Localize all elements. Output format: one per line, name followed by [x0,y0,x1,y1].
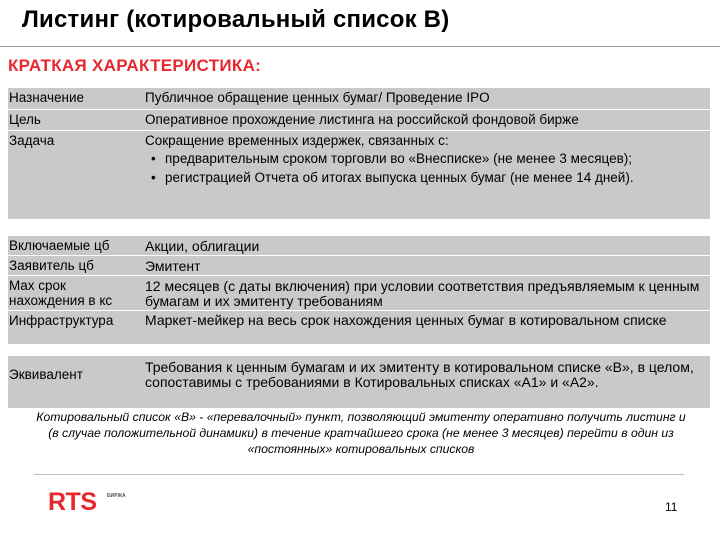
header-divider [0,46,720,47]
row-value: Требования к ценным бумагам и их эмитенту в котировальном списке «В», в целом, сопоставимы с требованиями в Котировальных списках «А1» и «А2». [145,359,694,390]
row-label-line: нахождения в кс [9,293,113,308]
table-row [8,110,710,131]
table-row [8,131,710,219]
row-label: Задача [9,133,55,148]
row-label [9,278,112,308]
logo-text: RTS [48,488,97,516]
row-value: Акции, облигации [145,238,260,254]
rts-logo [48,490,138,516]
row-label: Инфраструктура [9,313,114,328]
table-row [8,311,710,344]
row-value: Оперативное прохождение листинга на российской фондовой бирже [145,112,579,127]
bullet-icon: • [151,151,156,166]
row-value: Эмитент [145,258,201,274]
logo-subtext: БИРЖА [107,493,126,499]
list-item [145,151,703,166]
row-value: 12 месяцев (с даты включения) при условии соответствия предъявляемым к ценным бумагам и их эмитенту требованиям [145,278,700,309]
row-label: Эквивалент [9,367,83,382]
table-row [8,88,710,110]
row-value-group [145,133,703,185]
row-label: Назначение [9,90,85,105]
table-row [8,236,710,256]
row-label-line: Max срок [9,278,66,293]
page-title: Листинг (котировальный список В) [22,6,450,33]
list-item-text: предварительным сроком торговли во «Внесписке» (не менее 3 месяцев); [165,151,633,166]
footer-divider [34,474,684,475]
table-row [8,356,710,408]
row-label: Заявитель цб [9,258,94,273]
table-row [8,256,710,276]
summary-note: Котировальный список «В» - «перевалочный» пункт, позволяющий эмитенту оперативно получить листинг и (в случае положительной динамики) в течение кратчайшего срока (не менее 3 месяцев) перейти в один из «постоянных» котировальных списков [36,410,686,456]
characteristics-block-equivalent [8,356,710,408]
page-number: 11 [665,500,678,514]
row-label: Включаемые цб [9,238,110,253]
characteristics-block-listing [8,236,710,344]
row-value: Публичное обращение ценных бумаг/ Проведение IPO [145,90,490,105]
row-label: Цель [9,112,41,127]
row-value: Маркет-мейкер на весь срок нахождения ценных бумаг в котировальном списке [145,312,667,328]
characteristics-block-purpose [8,88,710,219]
list-item [145,170,703,185]
bullet-icon: • [151,170,156,185]
row-value: Сокращение временных издержек, связанных с: [145,133,449,148]
section-subtitle: КРАТКАЯ ХАРАКТЕРИСТИКА: [8,56,262,75]
table-row [8,276,710,311]
list-item-text: регистрацией Отчета об итогах выпуска ценных бумаг (не менее 14 дней). [165,170,634,185]
